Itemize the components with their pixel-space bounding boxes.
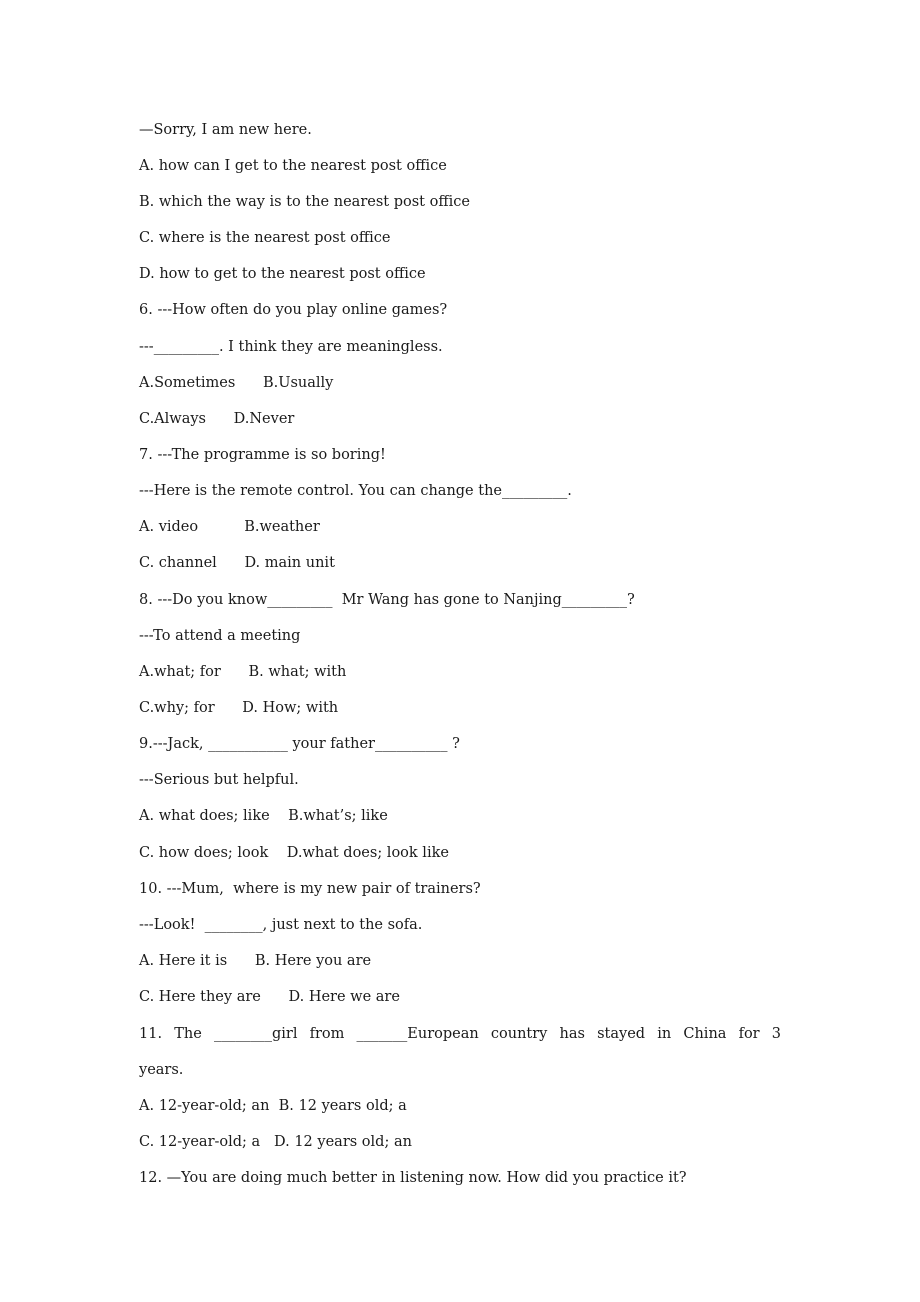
question-11: 11. The ________girl from _______European country has stayed in China for 3 (139, 1026, 781, 1042)
question-10-options-cd: C. Here they are D. Here we are (139, 989, 400, 1005)
question-8: 8. ---Do you know_________ Mr Wang has gone to Nanjing_________? (139, 592, 635, 608)
option-b: B. which the way is to the nearest post office (139, 194, 470, 210)
question-9-options-ab: A. what does; like B.what’s; like (139, 808, 388, 824)
question-11-options-ab: A. 12-year-old; an B. 12 years old; a (139, 1098, 407, 1114)
question-12: 12. —You are doing much better in listening now. How did you practice it? (139, 1170, 687, 1186)
question-9-options-cd: C. how does; look D.what does; look like (139, 845, 449, 861)
option-d: D. how to get to the nearest post office (139, 266, 426, 282)
question-9-response: ---Serious but helpful. (139, 772, 299, 788)
dialogue-response-line: —Sorry, I am new here. (139, 122, 312, 138)
question-7-options-ab: A. video B.weather (139, 519, 320, 535)
question-10-options-ab: A. Here it is B. Here you are (139, 953, 372, 969)
question-11-options-cd: C. 12-year-old; a D. 12 years old; an (139, 1134, 412, 1150)
question-6-options-ab: A.Sometimes B.Usually (139, 375, 334, 391)
question-7-response: ---Here is the remote control. You can change the_________. (139, 483, 572, 499)
question-6-response: ---_________. I think they are meaningless. (139, 339, 443, 355)
question-8-response: ---To attend a meeting (139, 628, 301, 644)
question-8-options-ab: A.what; for B. what; with (139, 664, 347, 680)
option-a: A. how can I get to the nearest post office (139, 158, 447, 174)
question-7: 7. ---The programme is so boring! (139, 447, 386, 463)
question-11-continuation: years. (139, 1062, 184, 1078)
option-c: C. where is the nearest post office (139, 230, 391, 246)
question-6-options-cd: C.Always D.Never (139, 411, 295, 427)
question-10: 10. ---Mum, where is my new pair of trainers? (139, 881, 481, 897)
question-10-response: ---Look! ________, just next to the sofa. (139, 917, 423, 933)
question-6: 6. ---How often do you play online games? (139, 302, 448, 318)
question-7-options-cd: C. channel D. main unit (139, 555, 335, 571)
question-9: 9.---Jack, ___________ your father__________ ? (139, 736, 460, 752)
question-8-options-cd: C.why; for D. How; with (139, 700, 339, 716)
